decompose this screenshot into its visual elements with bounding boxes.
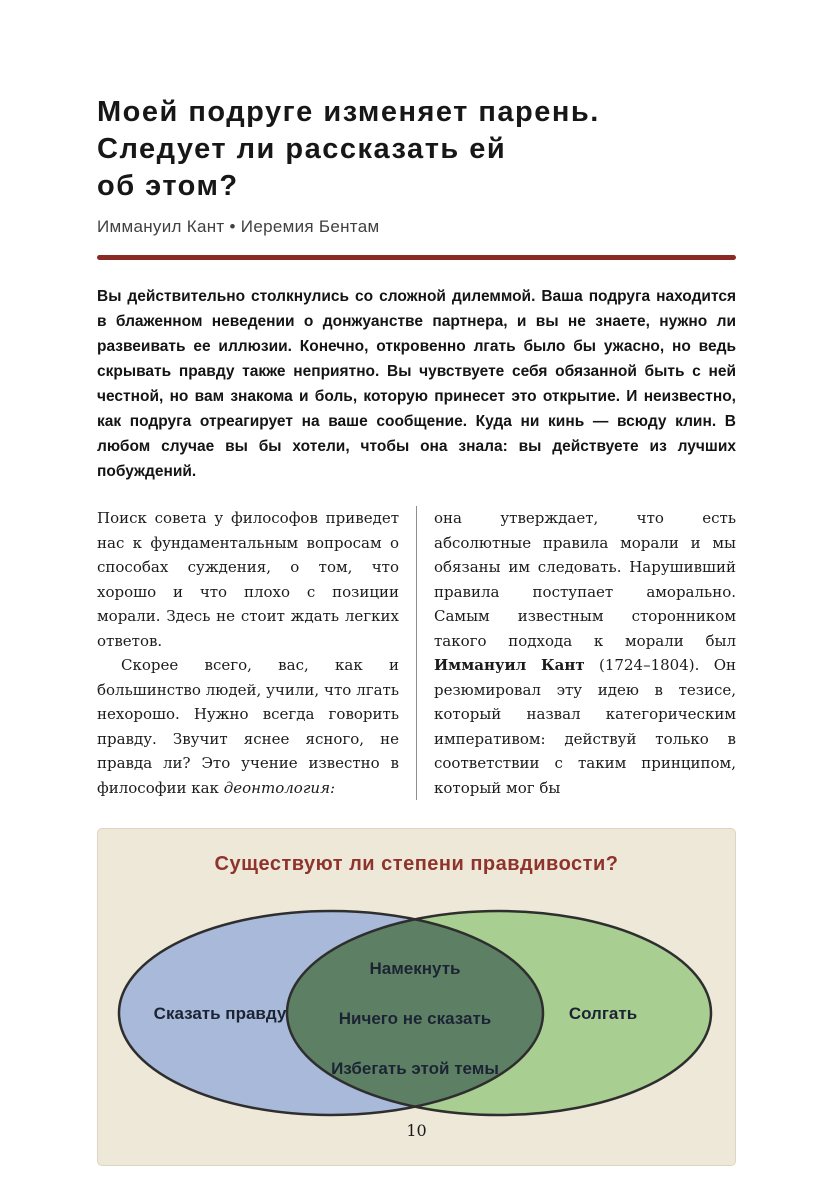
two-column-text: [97, 506, 736, 800]
venn-label-middle-1: Намекнуть: [369, 959, 461, 978]
venn-label-middle-3: Избегать этой темы: [331, 1059, 499, 1078]
intro-paragraph: Вы действительно столкнулись со сложной дилеммой. Ваша подруга находится в блаженном неведении о донжуанстве партнера, и вы не знаете, нужно ли развеивать ее иллюзии. Конечно, откровенно лгать было бы ужасно, но ведь скрывать правду также неприятно. Вы чувствуете себя обязанной быть с ней честной, но вам знакома и боль, которую принесет это открытие. И неизвестно, как подруга отреагирует на ваше сообщение. Куда ни кинь — всюду клин. В любом случае вы бы хотели, чтобы она знала: вы действуете из лучших побуждений.: [97, 288, 736, 480]
page-title-line-3: об этом?: [97, 170, 239, 202]
page-title: [97, 94, 736, 205]
paragraph-right-1: [434, 506, 736, 800]
page-title-line-1: Моей подруге изменяет парень.: [97, 96, 600, 128]
paragraph-left-2-italic-term: деонтология:: [223, 778, 336, 797]
column-right: [417, 506, 736, 800]
paragraph-left-2: [97, 653, 399, 800]
paragraph-right-1-rest: (1724–1804). Он резюмировал эту идею в тезисе, который назвал категорическим императивом: действуй только в соответствии с таким принципом, который мог бы: [434, 656, 737, 797]
byline-authors: Иммануил Кант • Иеремия Бентам: [97, 217, 380, 236]
venn-box: [97, 828, 736, 1166]
paragraph-right-1-bold-name: Иммануил Кант: [434, 656, 585, 674]
column-left: [97, 506, 417, 800]
page-number: 10: [406, 1121, 427, 1140]
venn-label-middle-2: Ничего не сказать: [338, 1009, 492, 1028]
section-divider-rule: [97, 255, 736, 260]
venn-label-right: Солгать: [568, 1004, 638, 1023]
paragraph-left-2-text: Скорее всего, вас, как и большинство людей, учили, что лгать нехорошо. Нужно всегда говорить правду. Звучит яснее ясного, не правда ли? Это учение известно в философии как: [97, 656, 399, 797]
paragraph-right-1-text: она утверждает, что есть абсолютные правила морали и мы обязаны им следовать. Нарушивший правила поступает аморально. Самым известным сторонником такого подхода к морали был: [434, 509, 736, 650]
paragraph-left-1: Поиск совета у философов приведет нас к фундаментальным вопросам о способах суждения, о том, что хорошо и что плохо с позиции морали. Здесь не стоит ждать легких ответов.: [97, 509, 399, 650]
venn-label-left: Сказать правду: [153, 1004, 287, 1023]
venn-title: Существуют ли степени правдивости?: [214, 853, 619, 875]
venn-diagram: [99, 888, 734, 1138]
page-title-line-2: Следует ли рассказать ей: [97, 133, 507, 165]
